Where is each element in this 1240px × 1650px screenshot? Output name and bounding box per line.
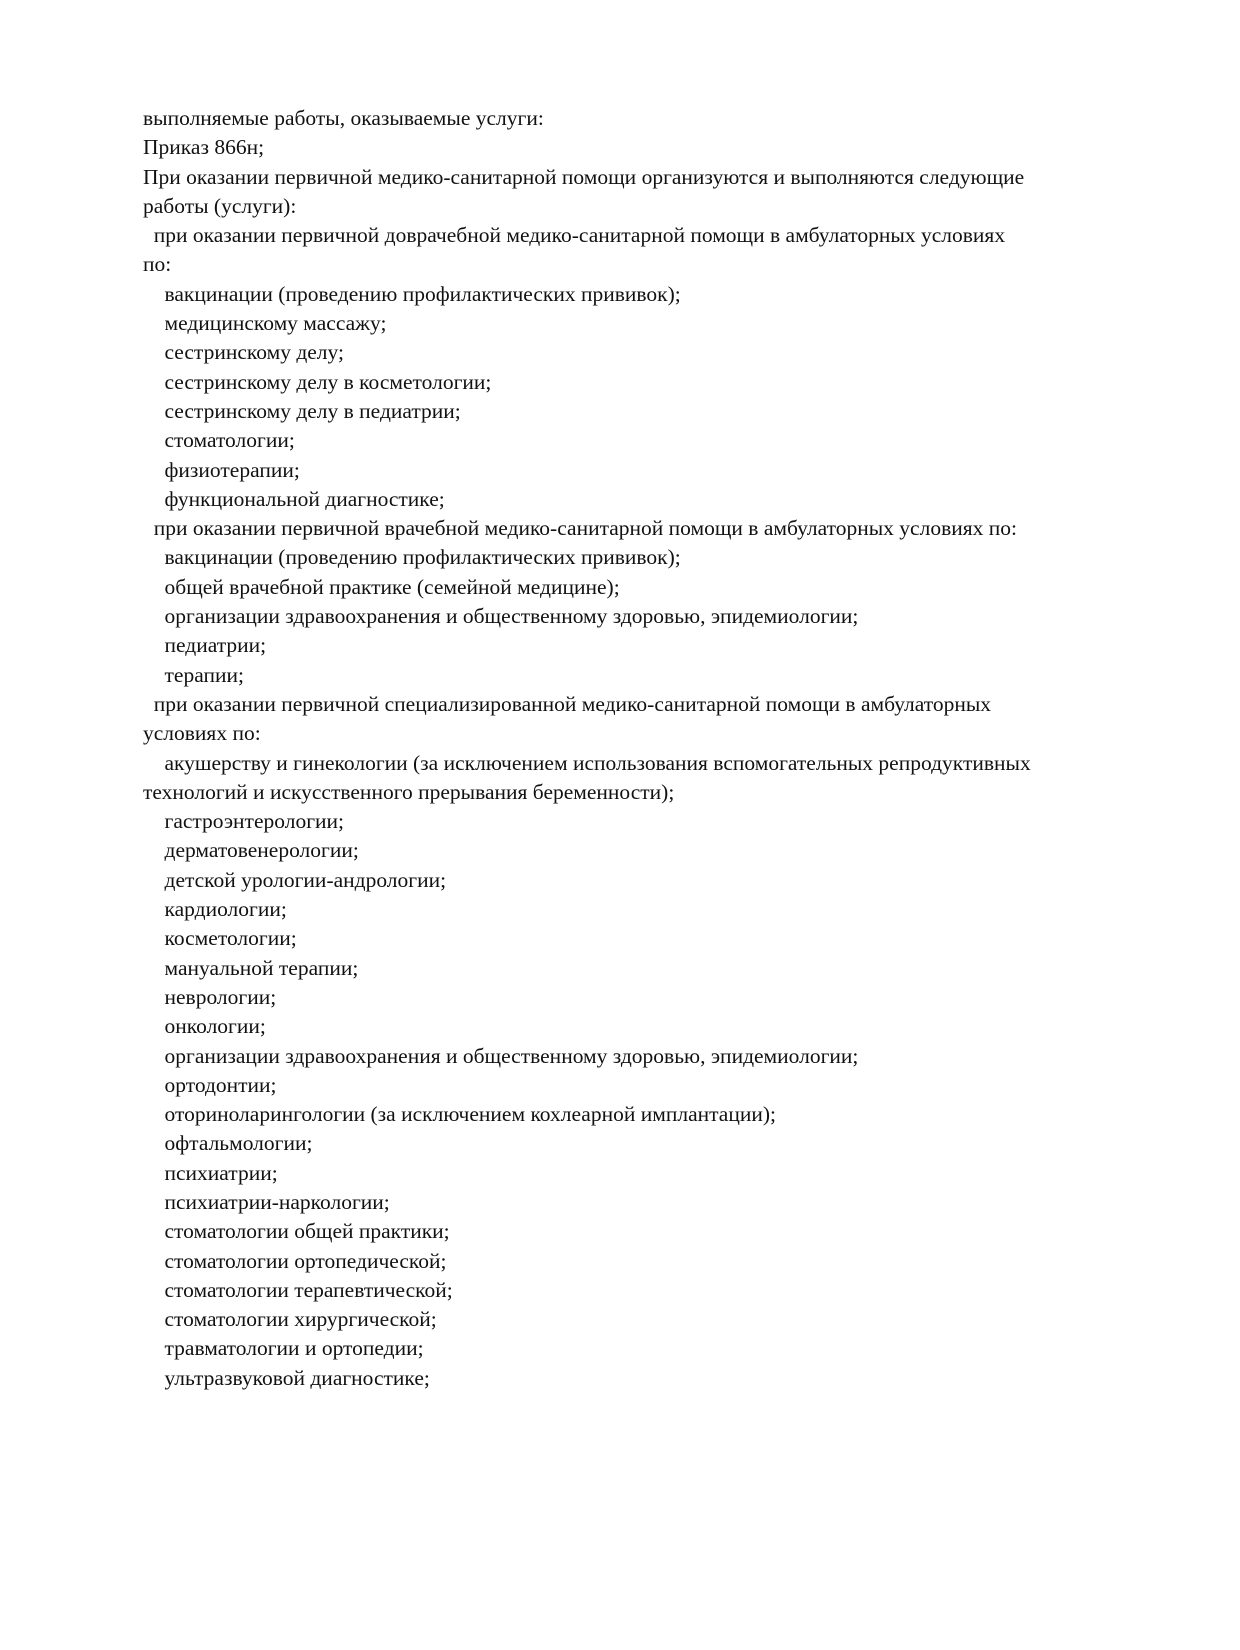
text-line: онкологии; — [143, 1014, 266, 1039]
document-text — [143, 104, 1143, 1393]
text-line: при оказании первичной доврачебной медико-санитарной помощи в амбулаторных условиях — [143, 223, 1006, 248]
text-line: При оказании первичной медико-санитарной помощи организуются и выполняются следующие — [143, 164, 1025, 189]
text-line: педиатрии; — [143, 633, 267, 658]
text-line: психиатрии-наркологии; — [143, 1189, 390, 1214]
text-line: кардиологии; — [143, 897, 287, 922]
text-line: стоматологии терапевтической; — [143, 1277, 453, 1302]
text-line: стоматологии хирургической; — [143, 1307, 437, 1332]
text-line: при оказании первичной специализированной медико-санитарной помощи в амбулаторных — [143, 691, 992, 716]
text-line: при оказании первичной врачебной медико-санитарной помощи в амбулаторных условиях по: — [143, 516, 1017, 541]
text-line: ультразвуковой диагностике; — [143, 1365, 430, 1390]
text-line: терапии; — [143, 662, 244, 687]
text-line: сестринскому делу в косметологии; — [143, 369, 492, 394]
text-line: Приказ 866н; — [143, 135, 265, 160]
text-line: дерматовенерологии; — [143, 838, 359, 863]
text-line: косметологии; — [143, 926, 297, 951]
text-line: сестринскому делу; — [143, 340, 344, 365]
text-line: вакцинации (проведению профилактических прививок); — [143, 281, 681, 306]
text-line: выполняемые работы, оказываемые услуги: — [143, 106, 544, 130]
text-line: условиях по: — [143, 721, 261, 746]
text-line: сестринскому делу в педиатрии; — [143, 398, 461, 423]
text-line: вакцинации (проведению профилактических прививок); — [143, 545, 681, 570]
text-line: организации здравоохранения и общественному здоровью, эпидемиологии; — [143, 1043, 859, 1068]
text-line: стоматологии общей практики; — [143, 1219, 450, 1244]
text-line: физиотерапии; — [143, 457, 300, 482]
text-line: стоматологии; — [143, 428, 295, 453]
text-line: медицинскому массажу; — [143, 311, 387, 336]
text-line: детской урологии-андрологии; — [143, 867, 447, 892]
text-line: функциональной диагностике; — [143, 486, 445, 511]
text-line: общей врачебной практике (семейной медицине); — [143, 574, 620, 599]
text-line: по: — [143, 252, 172, 277]
text-line: стоматологии ортопедической; — [143, 1248, 447, 1273]
text-line: офтальмологии; — [143, 1131, 313, 1156]
text-line: ортодонтии; — [143, 1072, 277, 1097]
text-line: неврологии; — [143, 984, 277, 1009]
text-line: акушерству и гинекологии (за исключением использования вспомогательных репродуктивных — [143, 750, 1031, 775]
text-line: работы (услуги): — [143, 193, 297, 218]
text-line: организации здравоохранения и общественному здоровью, эпидемиологии; — [143, 604, 859, 629]
text-line: технологий и искусственного прерывания беременности); — [143, 779, 675, 804]
text-line: психиатрии; — [143, 1160, 278, 1185]
text-line: гастроэнтерологии; — [143, 809, 344, 834]
text-line: мануальной терапии; — [143, 955, 359, 980]
text-line: оториноларингологии (за исключением кохлеарной имплантации); — [143, 1102, 776, 1127]
text-line: травматологии и ортопедии; — [143, 1336, 424, 1361]
